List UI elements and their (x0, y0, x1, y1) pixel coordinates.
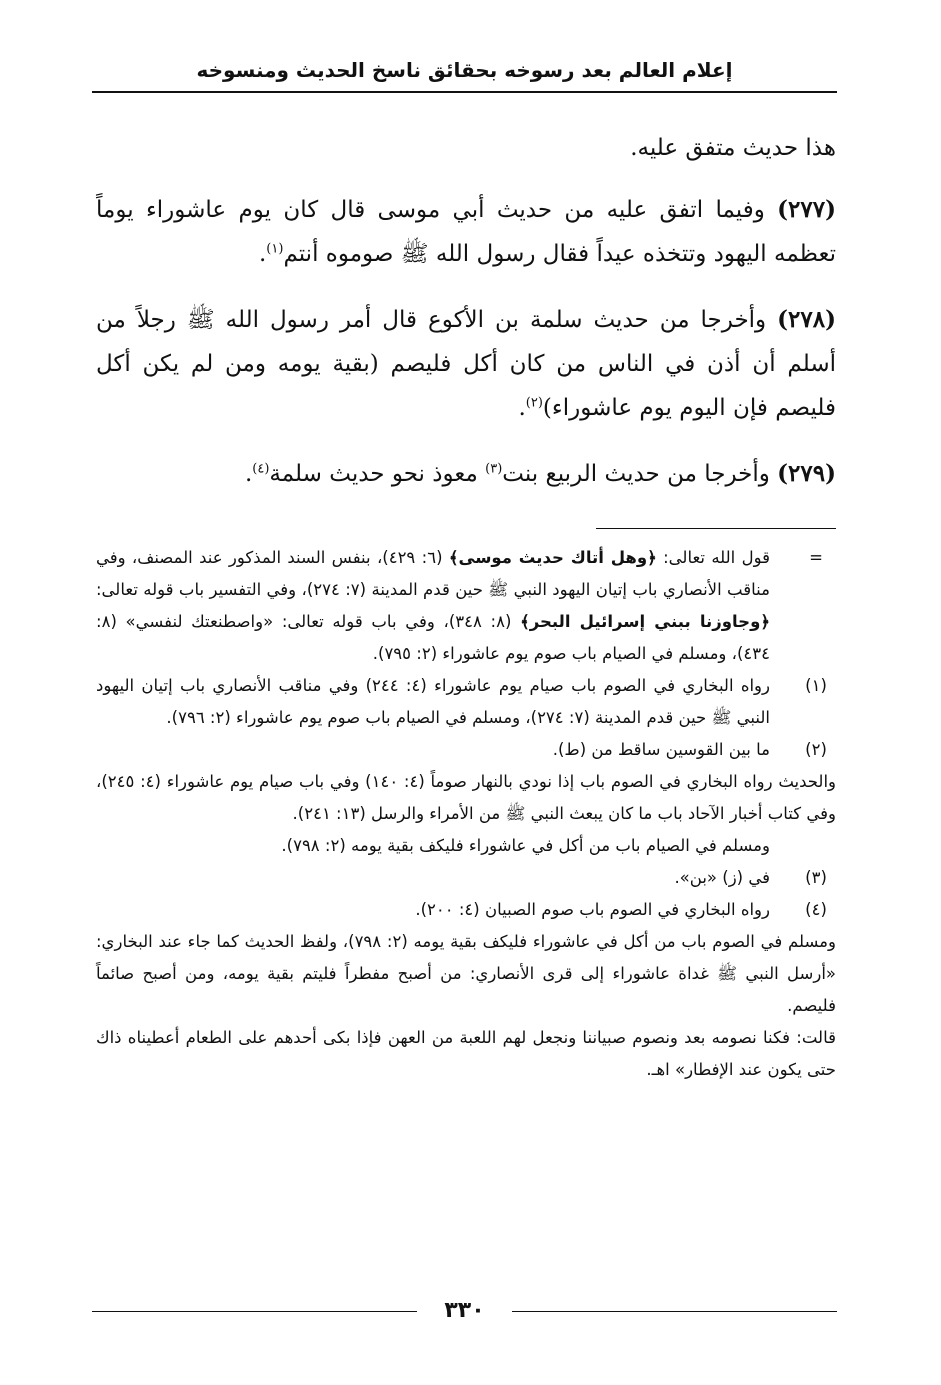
footnote-3 (96, 862, 836, 894)
footnote-marker: (٣) (805, 868, 827, 887)
hadith-text: معوذ نحو حديث سلمة (269, 461, 486, 487)
footnote-4-continuation: ومسلم في الصوم باب من أكل في عاشوراء فليكف بقية يومه (٢: ٧٩٨)، ولفظ الحديث كما جاء عند البخاري: «أرسل النبي ﷺ غداة عاشوراء إلى قرى الأنصاري: من أصبح مفطراً فليتم بقية يومه، ومن أصبح صائماً فليصم. (96, 932, 836, 1015)
footnote-text: (٦: ٤٢٩)، بنفس السند المذكور عند المصنف، وفي مناقب الأنصاري باب إتيان اليهود النبي ﷺ حين قدم المدينة (٧: ٢٧٤)، وفي التفسير باب قوله تعالى: (96, 548, 770, 599)
footnote-text: رواه البخاري في الصوم باب صيام يوم عاشوراء (٤: ٢٤٤) وفي مناقب الأنصاري باب إتيان اليهود النبي ﷺ حين قدم المدينة (٧: ٢٧٤)، ومسلم في الصيام باب صوم يوم عاشوراء (٢: ٧٩٦). (96, 676, 770, 727)
footnote-2 (96, 734, 836, 766)
hadith-text: وأخرجا من حديث الربيع بنت (502, 461, 778, 487)
footnote-4 (96, 894, 836, 926)
running-header: إعلام العالم بعد رسوخه بحقائق ناسخ الحديث ومنسوخه (196, 58, 733, 82)
footnote-text: قول الله تعالى: (656, 548, 770, 567)
intro-line: هذا حديث متفق عليه. (630, 135, 836, 161)
hadith-number: (٢٧٩) (777, 460, 836, 487)
page-footer (92, 1296, 837, 1326)
quran-quote: ﴿وهل أتاك حديث موسى﴾ (448, 548, 657, 567)
footnote-2-continuation: ومسلم في الصيام باب من أكل في عاشوراء فليكف بقية يومه (٢: ٧٩٨). (281, 836, 770, 855)
footnote-4-continuation: قالت: فكنا نصومه بعد ونصوم صبياننا ونجعل لهم اللعبة من العهن فإذا بكى أحدهم على الطعام أعطيناه ذاك حتى يكون عند الإفطار» اهـ. (96, 1028, 836, 1079)
hadith-text: وأخرجا من حديث سلمة بن الأكوع قال أمر رسول الله ﷺ رجلاً من أسلم أن أذن في الناس من كان أكل فليصم (بقية يومه ومن لم يكن أكل فليصم فإن اليوم يوم عاشوراء) (96, 307, 836, 421)
hadith-279 (96, 452, 836, 496)
footnote-text: (٨: ٣٤٨)، وفي باب قوله تعالى: «واصطنعتك لنفسي» (٨: ٤٣٤)، ومسلم في الصيام باب صوم يوم عاشوراء (٢: ٧٩٥). (96, 612, 770, 663)
hadith-277 (96, 188, 836, 276)
footnote-ref[interactable]: (١) (266, 241, 284, 257)
footer-rule (92, 1311, 417, 1312)
quran-quote: ﴿وجاوزنا ببني إسرائيل البحر﴾ (520, 612, 770, 631)
footnote-separator (596, 528, 836, 529)
page-number: ٣٣٠ (444, 1298, 485, 1323)
hadith-end: . (518, 395, 526, 421)
main-text (96, 126, 836, 496)
footer-rule (512, 1311, 837, 1312)
hadith-end: . (244, 461, 253, 487)
footnote-marker: = (809, 548, 823, 567)
header-rule (92, 91, 837, 93)
footnotes (96, 542, 836, 1086)
footnote-text: ما بين القوسين ساقط من (ط). (552, 740, 770, 759)
hadith-278 (96, 298, 836, 430)
hadith-number: (٢٧٧) (777, 196, 836, 223)
footnote-1 (96, 670, 836, 734)
hadith-end: . (258, 241, 267, 267)
footnote-ref[interactable]: (٢) (525, 395, 543, 411)
footnote-ref[interactable]: (٣) (485, 461, 503, 477)
footnote-text: في (ز) «بن». (674, 868, 770, 887)
hadith-text: وفيما اتفق عليه من حديث أبي موسى قال كان يوم عاشوراء يوماً تعظمه اليهود وتتخذه عيداً فقال رسول الله ﷺ صوموه أنتم (96, 197, 836, 267)
footnote-text: رواه البخاري في الصوم باب صوم الصبيان (٤: ٢٠٠). (415, 900, 770, 919)
footnote-marker: (١) (805, 676, 827, 695)
footnote-marker: (٤) (805, 900, 827, 919)
hadith-number: (٢٧٨) (777, 306, 836, 333)
footnote-ref[interactable]: (٤) (252, 461, 270, 477)
footnote-continued (96, 542, 836, 670)
footnote-marker: (٢) (805, 740, 827, 759)
footnote-2-continuation: والحديث رواه البخاري في الصوم باب إذا نودي بالنهار صوماً (٤: ١٤٠) وفي باب صيام يوم عاشوراء (٤: ٢٤٥)، وفي كتاب أخبار الآحاد باب ما كان يبعث النبي ﷺ من الأمراء والرسل (١٣: ٢٤١). (96, 772, 837, 823)
